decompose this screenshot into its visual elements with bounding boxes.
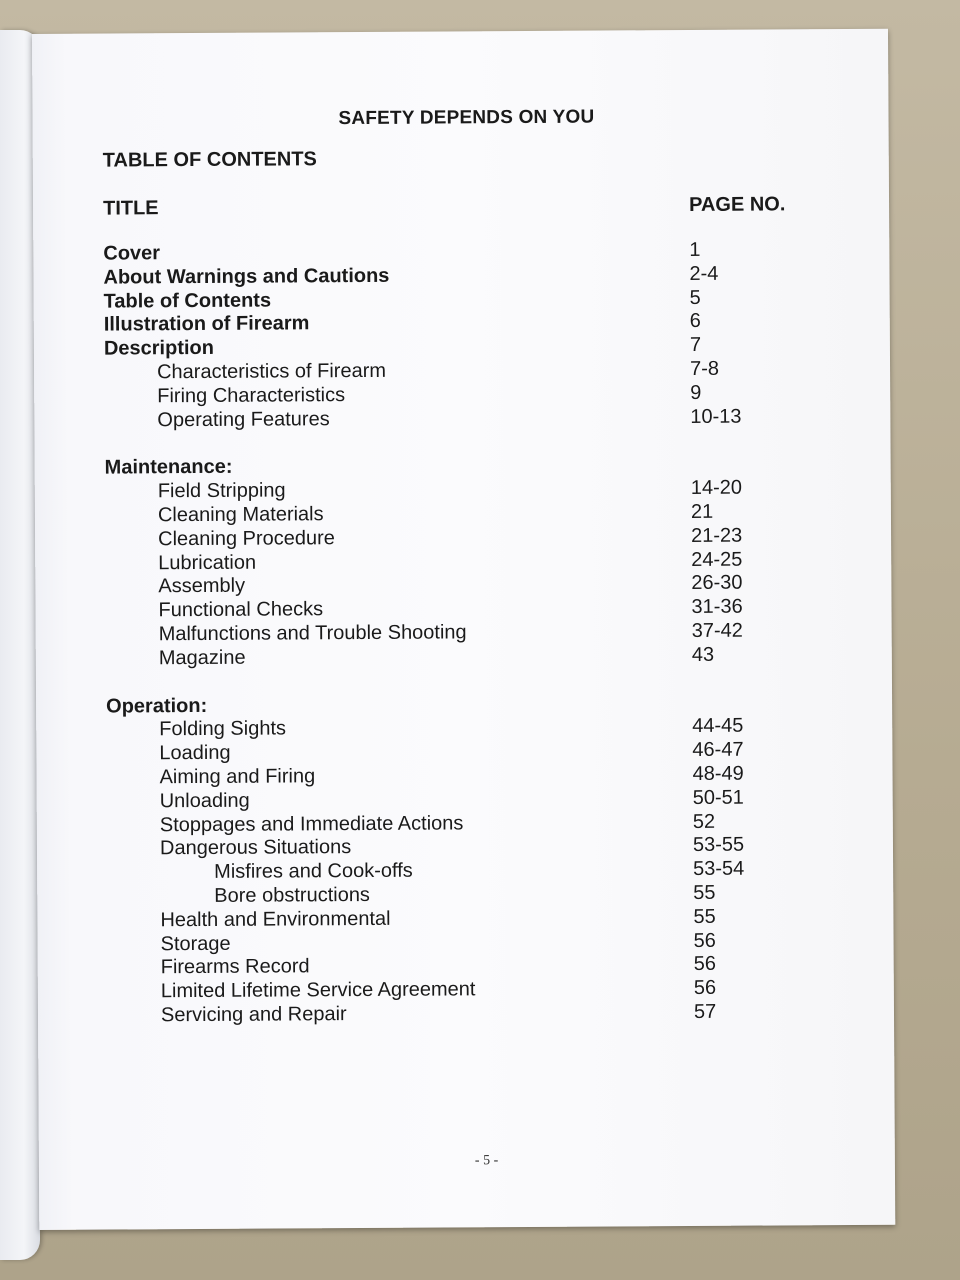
- toc-entry-label: Lubrication: [158, 551, 257, 574]
- document-title: SAFETY DEPENDS ON YOU: [338, 106, 595, 130]
- toc-entry-label: Functional Checks: [158, 598, 324, 622]
- toc-entry-page: 43: [691, 643, 715, 666]
- toc-entry-label: Stoppages and Immediate Actions: [159, 811, 464, 836]
- toc-entry-page: 7-8: [689, 357, 720, 380]
- toc-entry-label: Firearms Record: [160, 955, 310, 979]
- toc-entry-page: 10-13: [690, 405, 742, 428]
- toc-entry-row: [106, 643, 866, 671]
- toc-entry-page: 14-20: [690, 476, 743, 500]
- toc-entry-label: Servicing and Repair: [160, 1003, 347, 1027]
- toc-entry-page: 5: [689, 286, 701, 309]
- toc-entry-page: 21: [690, 500, 714, 523]
- toc-entry-label: Limited Lifetime Service Agreement: [160, 978, 476, 1003]
- toc-entry-label: Unloading: [159, 789, 250, 812]
- toc-entry-page: 21-23: [691, 524, 743, 547]
- toc-entry-page: 53-54: [693, 857, 745, 881]
- toc-entry-page: 53-55: [692, 833, 745, 857]
- toc-entry-page: [691, 452, 865, 477]
- document-page: [32, 29, 895, 1230]
- toc-entry-label: Operation:: [106, 694, 208, 718]
- toc-entry-page: [692, 690, 866, 715]
- toc-entry-page: 50-51: [692, 786, 744, 809]
- toc-entry-label: Illustration of Firearm: [103, 312, 310, 336]
- toc-entry-label: Maintenance:: [104, 456, 233, 479]
- toc-entry-page: 6: [689, 310, 701, 333]
- toc-entry-label: Dangerous Situations: [159, 836, 352, 860]
- toc-entry-label: Cleaning Materials: [157, 503, 324, 527]
- column-header-title: TITLE: [103, 197, 159, 220]
- toc-entry-page: 9: [690, 381, 702, 404]
- toc-entry-page: 44-45: [692, 715, 744, 738]
- toc-entry-label: Bore obstructions: [214, 883, 370, 907]
- toc-entry-page: 56: [693, 976, 717, 1000]
- page-number: - 5 -: [474, 1153, 499, 1169]
- toc-entry-label: Firing Characteristics: [157, 383, 346, 408]
- toc-entry-label: Loading: [159, 741, 231, 765]
- toc-entry-label: About Warnings and Cautions: [103, 264, 390, 289]
- toc-entry-label: Aiming and Firing: [159, 765, 316, 789]
- toc-entry-label: Operating Features: [157, 407, 330, 431]
- toc-entry-page: 1: [689, 238, 701, 261]
- toc-entry-page: 31-36: [691, 595, 743, 619]
- toc-entry-row: [104, 405, 864, 433]
- toc-entry-label: Cover: [103, 242, 161, 265]
- toc-entry-page: 24-25: [691, 548, 743, 571]
- toc-entry-label: Assembly: [158, 575, 246, 598]
- toc-entry-page: 56: [693, 929, 716, 952]
- toc-entry-label: Description: [103, 337, 215, 360]
- toc-entry-label: Cleaning Procedure: [158, 526, 335, 551]
- toc-entry-page: 26-30: [691, 572, 743, 595]
- toc-entry-row: [108, 1000, 868, 1028]
- toc-entry-page: 2-4: [689, 262, 719, 285]
- toc-entry-page: 57: [693, 1000, 717, 1023]
- toc-entry-label: Malfunctions and Trouble Shooting: [158, 621, 467, 646]
- toc-entry-page: 56: [693, 953, 717, 976]
- toc-entry-page: 46-47: [692, 738, 744, 762]
- toc-entry-label: Characteristics of Firearm: [157, 359, 387, 384]
- toc-entry-page: 52: [692, 810, 716, 833]
- toc-entry-page: 55: [693, 881, 716, 904]
- toc-heading: TABLE OF CONTENTS: [102, 148, 317, 172]
- toc-entry-label: Storage: [160, 932, 231, 955]
- toc-entry-label: Health and Environmental: [160, 907, 391, 931]
- toc-entry-page: 55: [693, 905, 716, 928]
- toc-entry-label: Field Stripping: [157, 479, 286, 503]
- toc-entry-label: Table of Contents: [103, 289, 272, 313]
- toc-entry-label: Magazine: [158, 646, 246, 669]
- toc-entry-label: Misfires and Cook-offs: [214, 859, 413, 884]
- toc-entry-page: 37-42: [691, 619, 743, 642]
- toc-entry-label: Folding Sights: [159, 717, 287, 741]
- toc-list: [103, 238, 868, 1028]
- toc-entry-page: 48-49: [692, 762, 744, 785]
- toc-entry-page: 7: [689, 334, 702, 357]
- column-header-page: PAGE NO.: [688, 193, 786, 216]
